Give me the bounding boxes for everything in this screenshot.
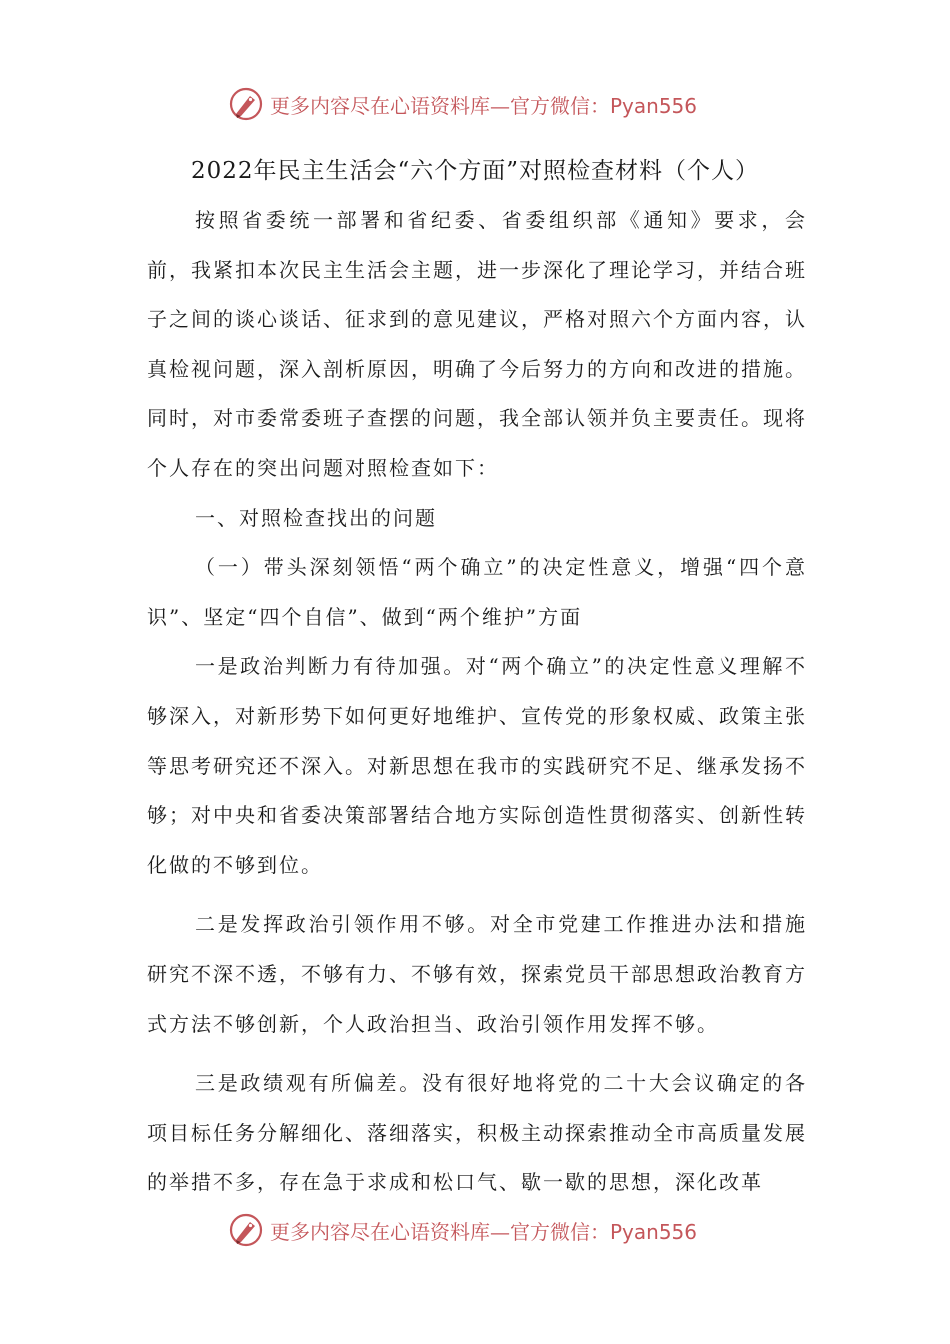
pen-nib-logo-icon: [228, 1212, 264, 1248]
watermark-banner-bottom: [0, 1210, 950, 1250]
document-body: [147, 196, 807, 1208]
pen-nib-logo-icon: [228, 86, 264, 122]
watermark-text: 更多内容尽在心语资料库—官方微信：Pyan556: [270, 93, 698, 118]
paragraph-point-3: 三是政绩观有所偏差。没有很好地将党的二十大会议确定的各项目标任务分解细化、落细落实，积极主动探索推动全市高质量发展的举措不多，存在急于求成和松口气、歇一歇的思想，深化改革: [147, 1071, 807, 1195]
watermark-banner-top: [0, 84, 950, 124]
section-heading: 一、对照检查找出的问题: [195, 505, 437, 530]
paragraph-point-1: 一是政治判断力有待加强。对“两个确立”的决定性意义理解不够深入，对新形势下如何更好地维护、宣传党的形象权威、政策主张等思考研究还不深入。对新思想在我市的实践研究不足、继承发扬不够；对中央和省委决策部署结合地方实际创造性贯彻落实、创新性转化做的不够到位。: [147, 654, 807, 877]
paragraph-intro: 按照省委统一部署和省纪委、省委组织部《通知》要求，会前，我紧扣本次民主生活会主题，进一步深化了理论学习，并结合班子之间的谈心谈话、征求到的意见建议，严格对照六个方面内容，认真检视问题，深入剖析原因，明确了今后努力的方向和改进的措施。同时，对市委常委班子查摆的问题，我全部认领并负主要责任。现将个人存在的突出问题对照检查如下：: [147, 208, 807, 480]
paragraph-point-2: 二是发挥政治引领作用不够。对全市党建工作推进办法和措施研究不深不透，不够有力、不够有效，探索党员干部思想政治教育方式方法不够创新，个人政治担当、政治引领作用发挥不够。: [147, 912, 807, 1036]
document-title: 2022年民主生活会“六个方面”对照检查材料（个人）: [190, 158, 760, 184]
subsection-heading: （一）带头深刻领悟“两个确立”的决定性意义，增强“四个意识”、坚定“四个自信”、做到“两个维护”方面: [147, 555, 807, 629]
watermark-text: 更多内容尽在心语资料库—官方微信：Pyan556: [270, 1219, 698, 1244]
